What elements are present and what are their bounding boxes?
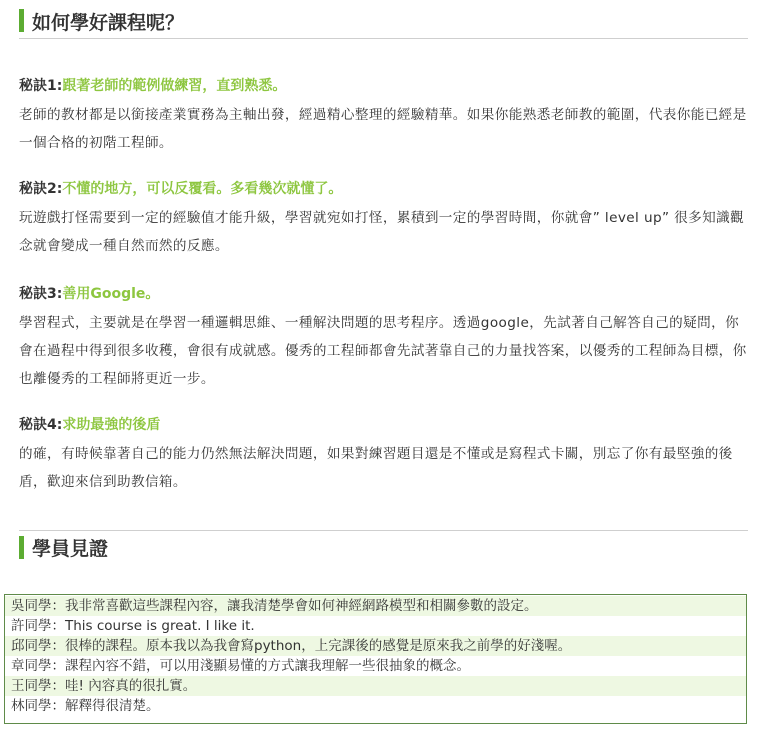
section-heading-testimonials xyxy=(19,530,748,562)
tip-1-highlight: 跟著老師的範例做練習，直到熟悉。 xyxy=(62,78,287,94)
tip-3-body: 學習程式，主要就是在學習一種邏輯思維、一種解決問題的思考程序。透過google，先試著自己解答自己的疑問，你會在過程中得到很多收穫，會很有成就感。優秀的工程師都會先試著靠自己的力量找答案，以優秀的工程師為目標，你也離優秀的工程師將更近一步。 xyxy=(19,315,747,387)
tip-2 xyxy=(19,179,749,260)
tip-4-highlight: 求助最強的後盾 xyxy=(62,417,161,433)
testimonial-row: 許同學：This course is great. I like it. xyxy=(11,618,255,634)
tip-3-highlight: 善用Google。 xyxy=(62,286,160,302)
tip-4-body: 的確，有時候靠著自己的能力仍然無法解決問題，如果對練習題目還是不懂或是寫程式卡關，別忘了你有最堅強的後盾，歡迎來信到助教信箱。 xyxy=(19,446,733,490)
section-heading-how-to-learn xyxy=(19,9,748,39)
heading-accent-bar xyxy=(19,9,24,32)
tip-1 xyxy=(19,76,749,157)
testimonial-row: 王同學：哇! 內容真的很扎實。 xyxy=(5,676,746,696)
tip-2-title xyxy=(19,179,749,199)
testimonial-row: 林同學：解釋得很清楚。 xyxy=(11,698,160,714)
testimonial-row: 吳同學：我非常喜歡這些課程內容，讓我清楚學會如何神經網路模型和相關參數的設定。 xyxy=(5,596,746,616)
tip-4-label: 秘訣4: xyxy=(19,417,63,433)
tip-1-label: 秘訣1: xyxy=(19,78,63,94)
testimonial-row: 章同學：課程內容不錯，可以用淺顯易懂的方式讓我理解一些很抽象的概念。 xyxy=(11,658,470,674)
page-title: 如何學好課程呢？ xyxy=(32,12,185,34)
tip-2-label: 秘訣2: xyxy=(19,181,63,197)
tip-4-title xyxy=(19,415,749,435)
tip-3-label: 秘訣3: xyxy=(19,286,63,302)
tip-1-title xyxy=(19,76,749,96)
tip-3-title xyxy=(19,284,749,304)
tip-4 xyxy=(19,415,749,496)
testimonial-row: 邱同學：很棒的課程。原本我以為我會寫python，上完課後的感覺是原來我之前學的好淺喔。 xyxy=(5,636,746,656)
tip-2-highlight: 不懂的地方，可以反覆看。多看幾次就懂了。 xyxy=(62,181,343,197)
tip-3 xyxy=(19,284,749,393)
tip-1-body: 老師的教材都是以銜接產業實務為主軸出發，經過精心整理的經驗精華。如果你能熟悉老師教的範圍，代表你能已經是一個合格的初階工程師。 xyxy=(19,107,747,151)
testimonials-box xyxy=(4,594,747,724)
heading-accent-bar xyxy=(19,536,24,559)
testimonials-title: 學員見證 xyxy=(32,538,109,560)
tip-2-body: 玩遊戲打怪需要到一定的經驗值才能升級，學習就宛如打怪，累積到一定的學習時間，你就會” level up” 很多知識觀念就會變成一種自然而然的反應。 xyxy=(19,210,745,254)
